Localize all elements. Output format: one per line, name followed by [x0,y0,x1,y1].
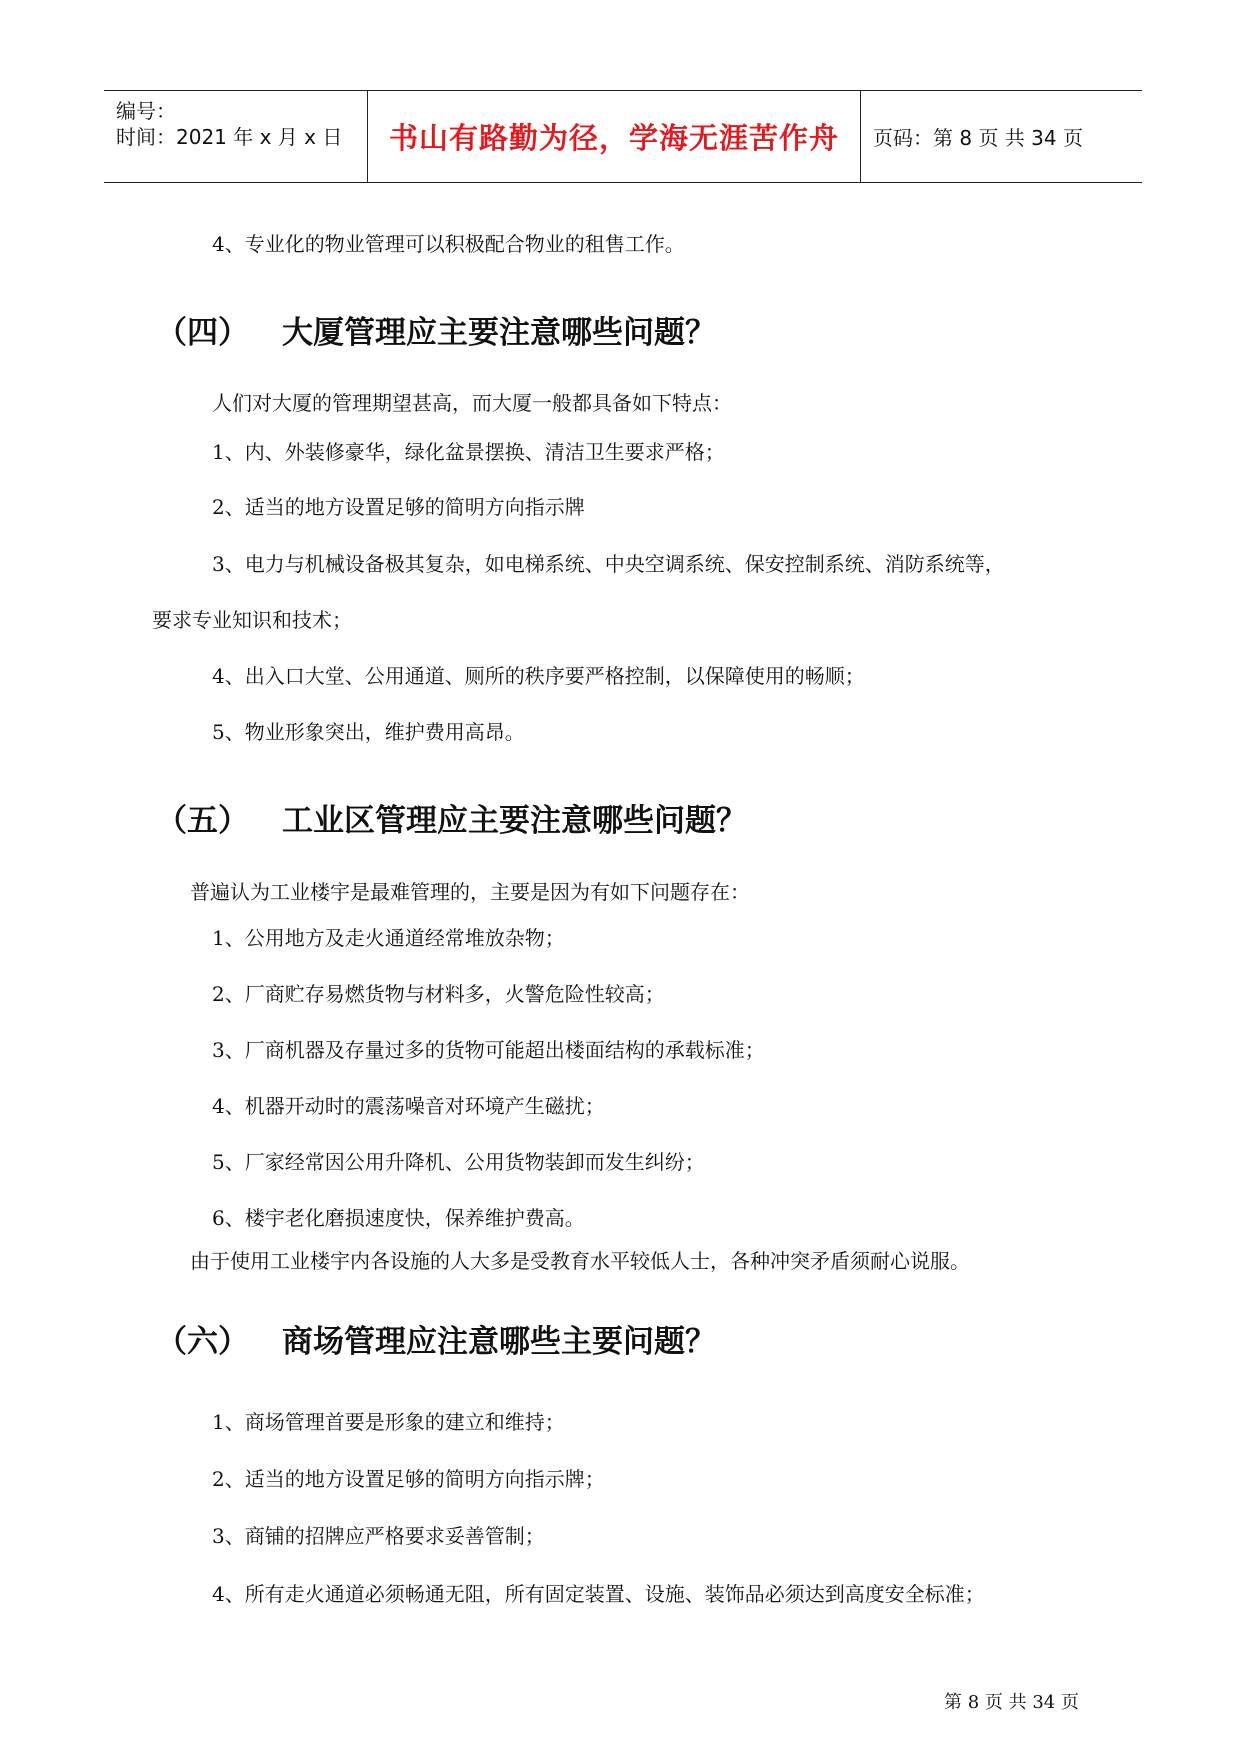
document-time-label: 时间：2021 年 x 月 x 日 [116,125,343,149]
header-page-number: 页码：第 8 页 共 34 页 [873,126,1083,150]
list-item: 1、内、外装修豪华，绿化盆景摆换、清洁卫生要求严格； [212,440,725,464]
paragraph: 普遍认为工业楼宇是最难管理的，主要是因为有如下问题存在： [190,880,750,904]
section-heading-6 [156,1316,716,1361]
section-number: （四） [156,315,249,351]
header-info-cell [104,91,367,182]
document-number-label: 编号： [116,99,176,123]
header-page-cell [861,91,1142,182]
section-title: 大厦管理应主要注意哪些问题？ [282,315,716,351]
section-number: （五） [156,803,249,839]
section-number: （六） [156,1324,249,1360]
paragraph: 人们对大厦的管理期望甚高，而大厦一般都具备如下特点： [212,391,732,415]
section-title: 商场管理应注意哪些主要问题？ [282,1324,716,1360]
paragraph: 4、专业化的物业管理可以积极配合物业的租售工作。 [212,232,685,256]
page-footer: 第 8 页 共 34 页 [944,1692,1079,1713]
list-item: 5、物业形象突出，维护费用高昂。 [212,720,525,744]
list-item: 4、出入口大堂、公用通道、厕所的秩序要严格控制，以保障使用的畅顺； [212,664,865,688]
list-item: 2、适当的地方设置足够的简明方向指示牌 [212,495,585,519]
header-motto-cell [367,91,861,182]
section-title: 工业区管理应主要注意哪些问题？ [282,803,747,839]
page-header [104,90,1142,183]
list-item-continuation: 要求专业知识和技术； [152,608,352,632]
list-item: 6、楼宇老化磨损速度快，保养维护费高。 [212,1206,585,1230]
list-item: 4、机器开动时的震荡噪音对环境产生磁扰； [212,1094,605,1118]
list-item: 5、厂家经常因公用升降机、公用货物装卸而发生纠纷； [212,1150,705,1174]
section-heading-5 [156,795,747,840]
list-item: 3、商铺的招牌应严格要求妥善管制； [212,1524,545,1548]
list-item: 3、电力与机械设备极其复杂，如电梯系统、中央空调系统、保安控制系统、消防系统等， [212,552,1005,576]
paragraph: 由于使用工业楼宇内各设施的人大多是受教育水平较低人士，各种冲突矛盾须耐心说服。 [190,1249,970,1273]
list-item: 2、适当的地方设置足够的简明方向指示牌； [212,1467,605,1491]
header-motto: 书山有路勤为径，学海无涯苦作舟 [388,121,839,155]
list-item: 3、厂商机器及存量过多的货物可能超出楼面结构的承载标准； [212,1038,765,1062]
list-item: 2、厂商贮存易燃货物与材料多，火警危险性较高； [212,982,665,1006]
section-heading-4 [156,307,716,352]
list-item: 4、所有走火通道必须畅通无阻，所有固定装置、设施、装饰品必须达到高度安全标准； [212,1582,985,1606]
list-item: 1、商场管理首要是形象的建立和维持； [212,1410,565,1434]
list-item: 1、公用地方及走火通道经常堆放杂物； [212,926,565,950]
